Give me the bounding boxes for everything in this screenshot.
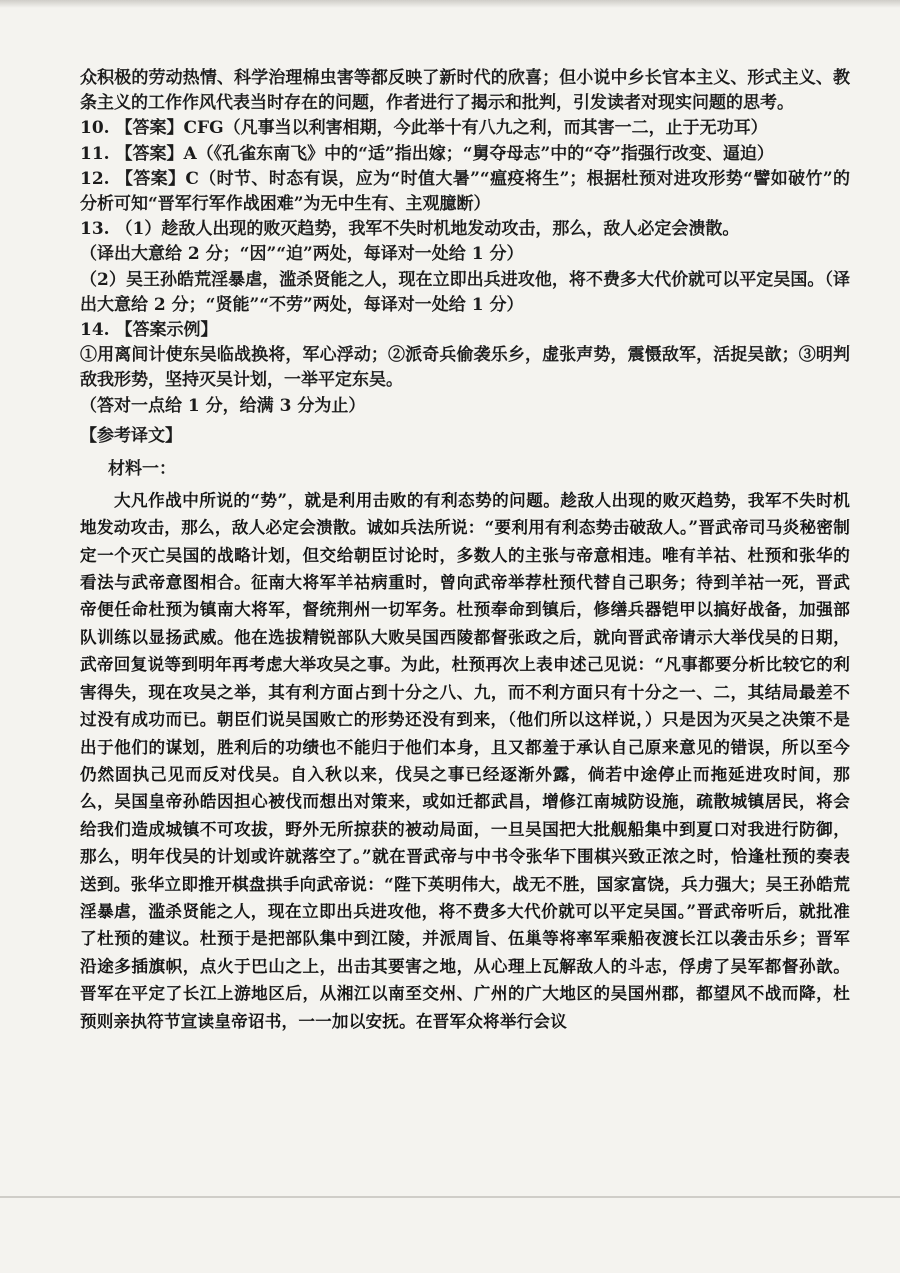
answer-12: 12. 【答案】C（时节、时态有误，应为“时值大暑”“瘟疫将生”；根据杜预对进攻形势“譬如破竹”的分析可知“晋军行军作战困难”为无中生有、主观臆断）: [80, 168, 850, 215]
answer-11: 11. 【答案】A（《孔雀东南飞》中的“适”指出嫁；“舅夺母志”中的“夺”指强行改变、逼迫）: [80, 143, 774, 164]
answer-key: [80, 66, 850, 419]
answer-14-heading: 14. 【答案示例】: [80, 320, 218, 341]
scan-top-edge: [0, 0, 900, 8]
reference-translation-heading: 【参考译文】: [80, 425, 182, 446]
answer-14-body: ①用离间计使东吴临战换将，军心浮动；②派奇兵偷袭乐乡，虚张声势，震慑敌军，活捉吴歆；③明判敌我形势，坚持灭吴计划，一举平定东吴。: [80, 345, 850, 391]
page-bottom-rule: [0, 1196, 900, 1198]
document-content: [80, 66, 850, 1035]
translation-paragraph: 大凡作战中所说的“势”，就是利用击败的有利态势的问题。趁敌人出现的败灭趋势，我军不失时机地发动攻击，那么，敌人必定会溃散。诚如兵法所说：“要利用有利态势击破敌人。”晋武帝司马炎秘密制定一个灭亡吴国的战略计划，但交给朝臣讨论时，多数人的主张与帝意相违。唯有羊祜、杜预和张华的看法与武帝意图相合。征南大将军羊祜病重时，曾向武帝举荐杜预代替自己职务；待到羊祜一死，晋武帝便任命杜预为镇南大将军，督统荆州一切军务。杜预奉命到镇后，修缮兵器铠甲以搞好战备，加强部队训练以显扬武威。他在选拔精锐部队大败吴国西陵都督张政之后，就向晋武帝请示大举伐吴的日期，武帝回复说等到明年再考虑大举攻吴之事。为此，杜预再次上表申述己见说：“凡事都要分析比较它的利害得失，现在攻吴之举，其有利方面占到十分之八、九，而不利方面只有十分之一、二，其结局最差不过没有成功而已。朝臣们说吴国败亡的形势还没有到来，（他们所以这样说，）只是因为灭吴之决策不是出于他们的谋划，胜利后的功绩也不能归于他们本身，且又都羞于承认自己原来意见的错误，所以至今仍然固执己见而反对伐吴。自入秋以来，伐吴之事已经逐渐外露，倘若中途停止而拖延进攻时间，那么，吴国皇帝孙皓因担心被伐而想出对策来，或如迁都武昌，增修江南城防设施，疏散城镇居民，将会给我们造成城镇不可攻拔，野外无所掠获的被动局面，一旦吴国把大批舰船集中到夏口对我进行防御，那么，明年伐吴的计划或许就落空了。”就在晋武帝与中书令张华下围棋兴致正浓之时，恰逢杜预的奏表送到。张华立即推开棋盘拱手向武帝说：“陛下英明伟大，战无不胜，国家富饶，兵力强大；吴王孙皓荒淫暴虐，滥杀贤能之人，现在立即出兵进攻他，将不费多大代价就可以平定吴国。”晋武帝听后，就批准了杜预的建议。杜预于是把部队集中到江陵，并派周旨、伍巢等将率军乘船夜渡长江以袭击乐乡；晋军沿途多插旗帜，点火于巴山之上，出击其要害之地，从心理上瓦解敌人的斗志，俘虏了吴军都督孙歆。晋军在平定了长江上游地区后，从湘江以南至交州、广州的广大地区的吴国州郡，都望风不战而降，杜预则亲执符节宣读皇帝诏书，一一加以安抚。在晋军众将举行会议: [80, 489, 850, 1031]
answer-14-note: （答对一点给 1 分，给满 3 分为止）: [80, 395, 366, 416]
answer-13-2: （2）吴王孙皓荒淫暴虐，滥杀贤能之人，现在立即出兵进攻他，将不费多大代价就可以平定吴国。（译出大意给 2 分；“贤能”“不劳”两处，每译对一处给 1 分）: [80, 269, 850, 315]
material-one-title: 材料一：: [108, 458, 176, 479]
answer-10: 10. 【答案】CFG（凡事当以利害相期，今此举十有八九之利，而其害一二，止于无功耳）: [80, 118, 768, 139]
answer-13-1-note: （译出大意给 2 分；“因”“迫”两处，每译对一处给 1 分）: [80, 244, 524, 265]
answer-intro: 众积极的劳动热情、科学治理棉虫害等都反映了新时代的欣喜；但小说中乡长官本主义、形式主义、教条主义的工作作风代表当时存在的问题，作者进行了揭示和批判，引发读者对现实问题的思考。: [80, 68, 850, 114]
answer-13-1: 13. （1）趁敌人出现的败灭趋势，我军不失时机地发动攻击，那么，敌人必定会溃散。: [80, 219, 740, 240]
